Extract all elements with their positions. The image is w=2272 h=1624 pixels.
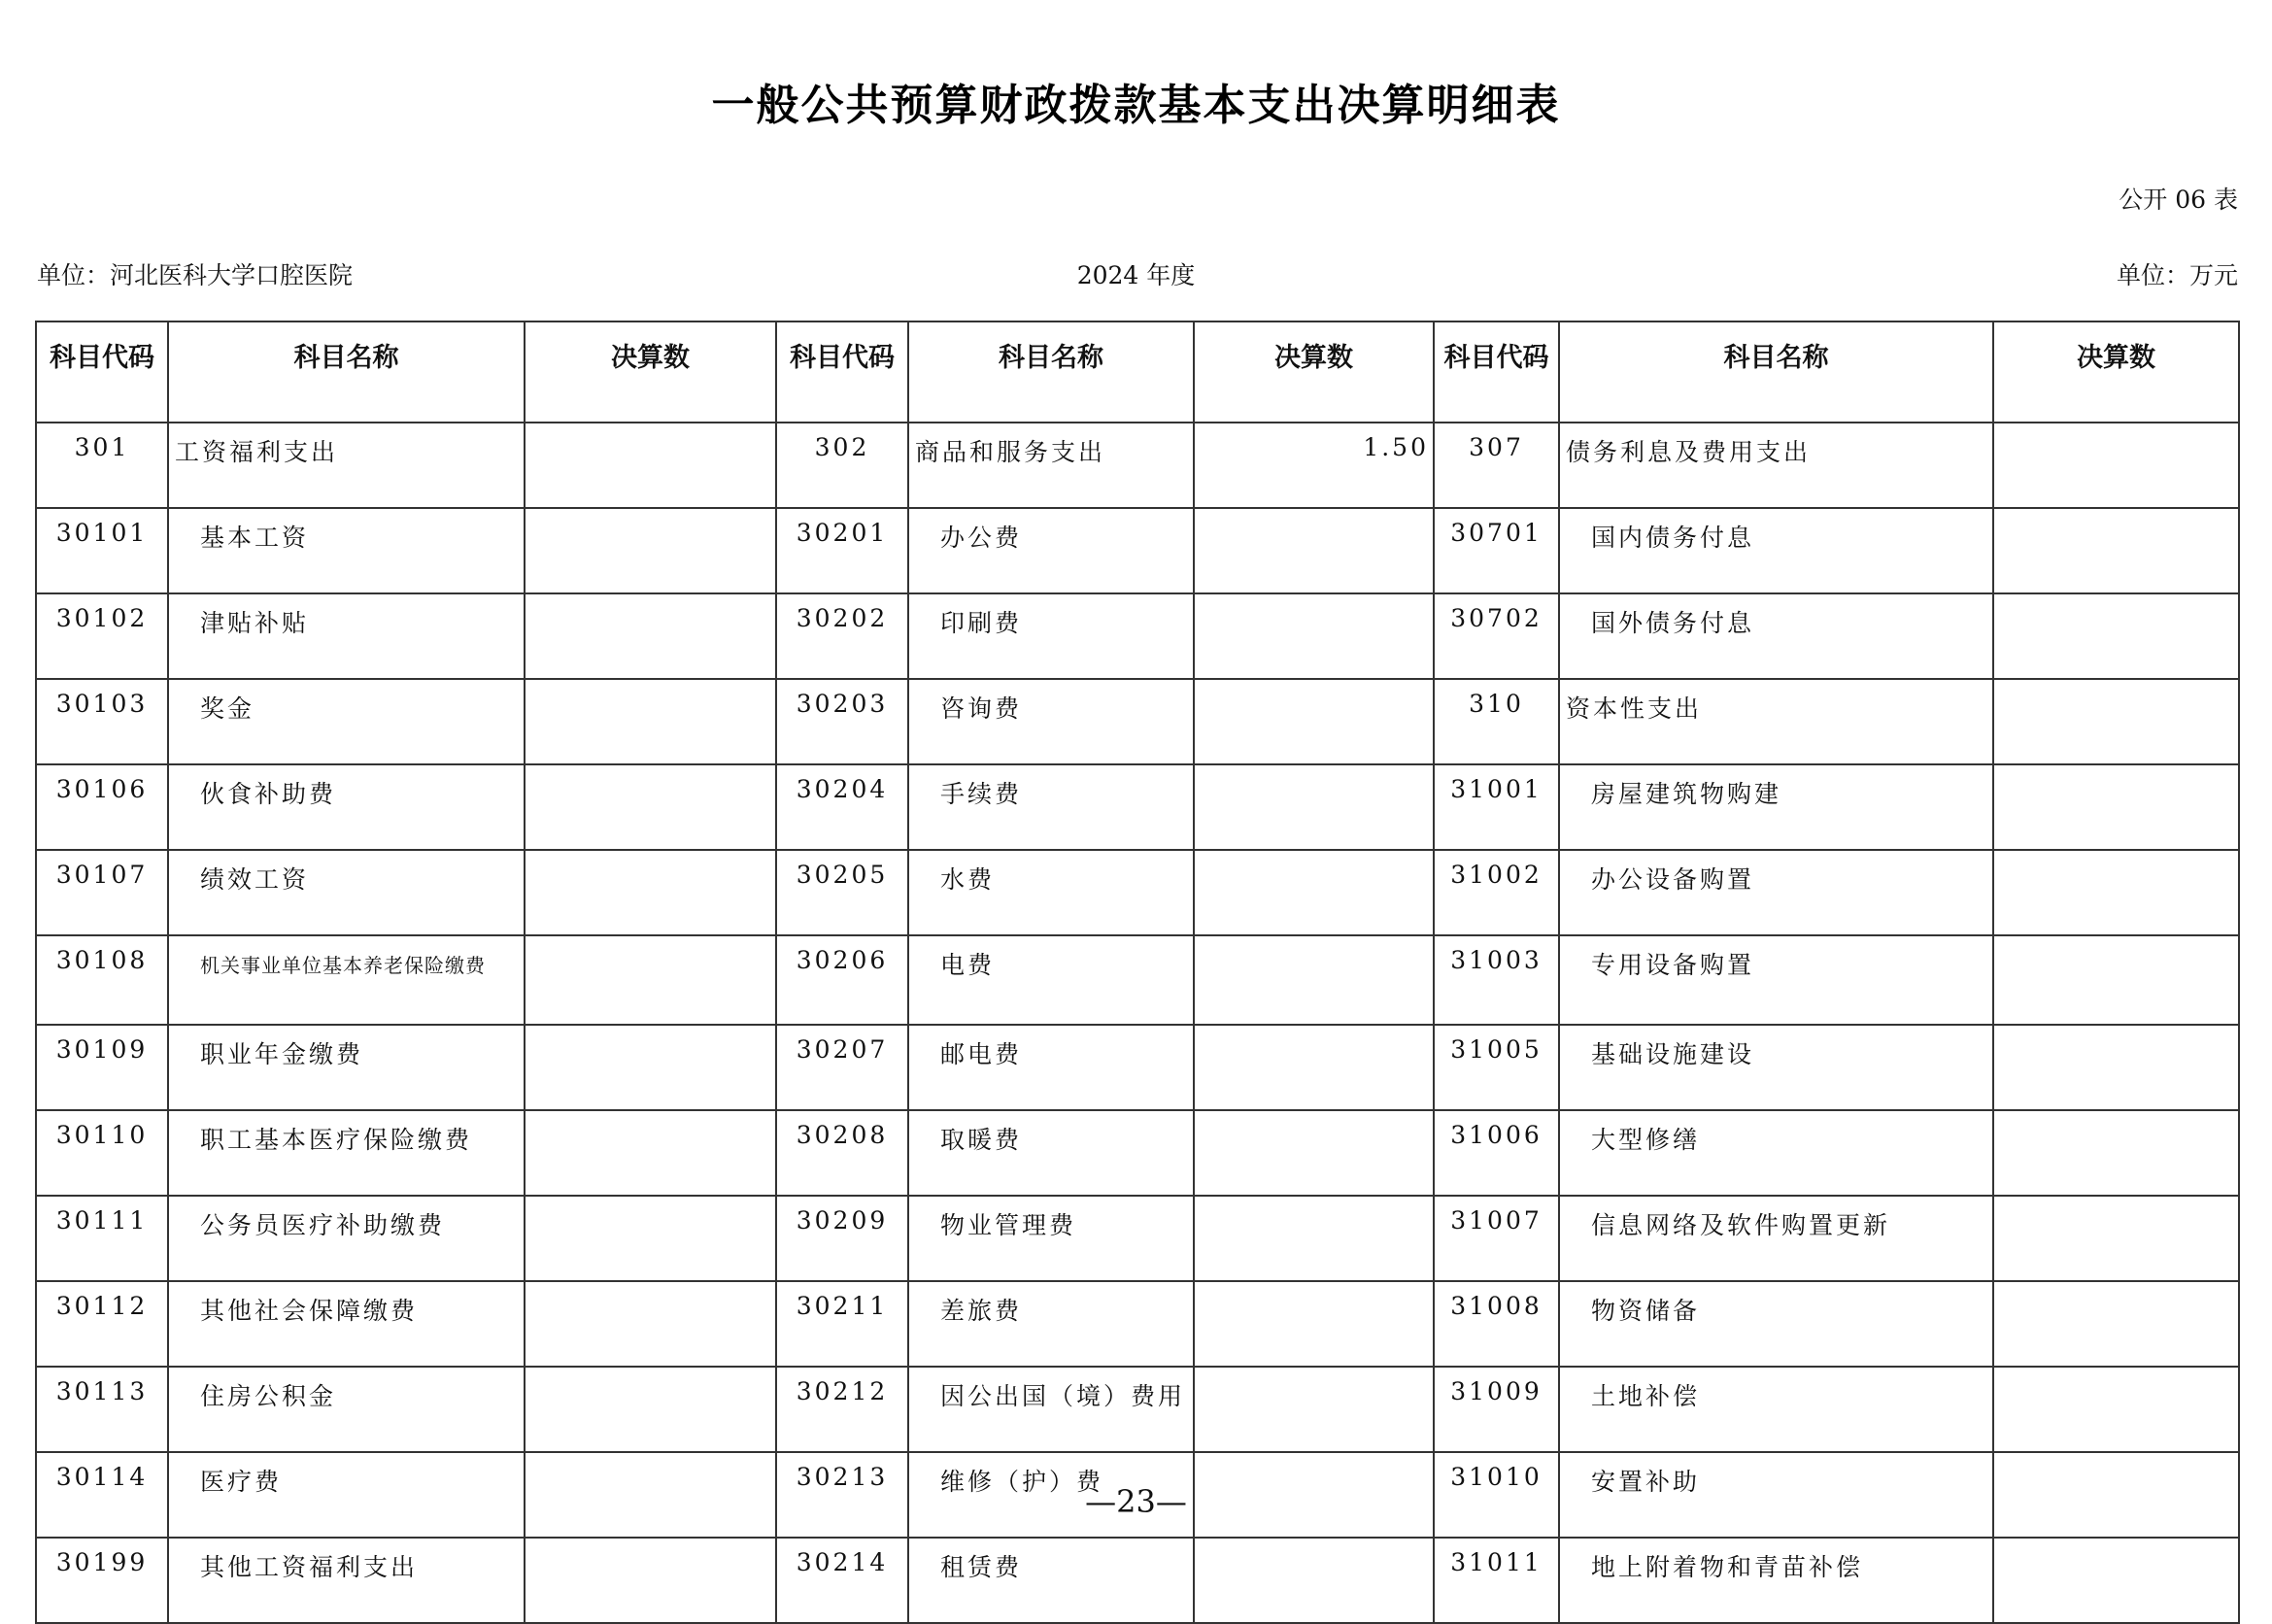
subject-name: 房屋建筑物购建 (1559, 764, 1993, 850)
expenditure-table (35, 321, 2240, 1624)
subject-code: 30112 (36, 1281, 168, 1367)
subject-code: 30204 (776, 764, 908, 850)
subject-name: 债务利息及费用支出 (1559, 423, 1993, 508)
subject-name: 咨询费 (908, 679, 1194, 764)
table-row (36, 1110, 2239, 1196)
final-amount (1194, 1025, 1434, 1110)
final-amount (525, 1025, 776, 1110)
subject-name: 职业年金缴费 (168, 1025, 525, 1110)
subject-name: 印刷费 (908, 593, 1194, 679)
subject-code: 30205 (776, 850, 908, 935)
subject-code: 31003 (1434, 935, 1559, 1025)
subject-code: 30202 (776, 593, 908, 679)
header-amount-1: 决算数 (525, 321, 776, 423)
header-name-1: 科目名称 (168, 321, 525, 423)
subject-code: 30211 (776, 1281, 908, 1367)
table-row (36, 1196, 2239, 1281)
final-amount (1194, 679, 1434, 764)
final-amount (525, 423, 776, 508)
page-number: —23— (1085, 1483, 1187, 1520)
final-amount (1993, 679, 2239, 764)
subject-name: 土地补偿 (1559, 1367, 1993, 1452)
subject-code: 30113 (36, 1367, 168, 1452)
subject-name: 基础设施建设 (1559, 1025, 1993, 1110)
final-amount (1993, 423, 2239, 508)
final-amount (525, 1196, 776, 1281)
subject-code: 30208 (776, 1110, 908, 1196)
subject-name: 差旅费 (908, 1281, 1194, 1367)
subject-name: 地上附着物和青苗补偿 (1559, 1538, 1993, 1623)
subject-code: 30201 (776, 508, 908, 593)
subject-code: 31007 (1434, 1196, 1559, 1281)
subject-code: 30701 (1434, 508, 1559, 593)
table-row (36, 1281, 2239, 1367)
subject-code: 30110 (36, 1110, 168, 1196)
subject-name: 机关事业单位基本养老保险缴费 (168, 935, 525, 1025)
table-row (36, 850, 2239, 935)
subject-code: 30209 (776, 1196, 908, 1281)
subject-code: 31002 (1434, 850, 1559, 935)
header-code-2: 科目代码 (776, 321, 908, 423)
final-amount (1194, 1281, 1434, 1367)
subject-code: 30107 (36, 850, 168, 935)
subject-code: 30109 (36, 1025, 168, 1110)
subject-name: 办公设备购置 (1559, 850, 1993, 935)
subject-name: 水费 (908, 850, 1194, 935)
final-amount (525, 679, 776, 764)
subject-code: 30206 (776, 935, 908, 1025)
subject-name: 安置补助 (1559, 1452, 1993, 1538)
table-row (36, 679, 2239, 764)
reporting-unit: 单位：河北医科大学口腔医院 (37, 261, 354, 289)
table-row (36, 935, 2239, 1025)
final-amount (1194, 850, 1434, 935)
header-amount-2: 决算数 (1194, 321, 1434, 423)
subject-name: 职工基本医疗保险缴费 (168, 1110, 525, 1196)
final-amount (1194, 1110, 1434, 1196)
subject-name: 工资福利支出 (168, 423, 525, 508)
subject-code: 31001 (1434, 764, 1559, 850)
subject-name: 其他工资福利支出 (168, 1538, 525, 1623)
final-amount (1993, 593, 2239, 679)
final-amount (1993, 764, 2239, 850)
subject-code: 30103 (36, 679, 168, 764)
final-amount (1993, 1196, 2239, 1281)
table-row (36, 423, 2239, 508)
final-amount (1993, 1538, 2239, 1623)
subject-code: 30106 (36, 764, 168, 850)
subject-code: 30212 (776, 1367, 908, 1452)
header-code-3: 科目代码 (1434, 321, 1559, 423)
subject-name: 物资储备 (1559, 1281, 1993, 1367)
subject-code: 30108 (36, 935, 168, 1025)
final-amount (1993, 1025, 2239, 1110)
final-amount (1993, 1110, 2239, 1196)
subject-name: 信息网络及软件购置更新 (1559, 1196, 1993, 1281)
subject-name: 手续费 (908, 764, 1194, 850)
final-amount (525, 764, 776, 850)
subject-code: 30207 (776, 1025, 908, 1110)
final-amount (1993, 1281, 2239, 1367)
subject-code: 30702 (1434, 593, 1559, 679)
final-amount (525, 1110, 776, 1196)
subject-code: 30213 (776, 1452, 908, 1538)
header-amount-3: 决算数 (1993, 321, 2239, 423)
subject-name: 维修（护）费 (908, 1452, 1194, 1538)
header-name-3: 科目名称 (1559, 321, 1993, 423)
final-amount (525, 850, 776, 935)
fiscal-year: 2024 年度 (1076, 261, 1196, 289)
final-amount (1993, 1367, 2239, 1452)
subject-name: 奖金 (168, 679, 525, 764)
final-amount (1993, 850, 2239, 935)
final-amount (1194, 1538, 1434, 1623)
subject-code: 302 (776, 423, 908, 508)
subject-name: 伙食补助费 (168, 764, 525, 850)
final-amount (1993, 935, 2239, 1025)
subject-name: 其他社会保障缴费 (168, 1281, 525, 1367)
form-number: 公开 06 表 (2119, 186, 2238, 214)
subject-code: 31011 (1434, 1538, 1559, 1623)
final-amount (1194, 764, 1434, 850)
table-row (36, 1538, 2239, 1623)
page-title: 一般公共预算财政拨款基本支出决算明细表 (711, 81, 1561, 130)
final-amount (525, 1367, 776, 1452)
final-amount (1194, 1367, 1434, 1452)
subject-code: 307 (1434, 423, 1559, 508)
final-amount (525, 1281, 776, 1367)
table-header-row (36, 321, 2239, 423)
subject-code: 30102 (36, 593, 168, 679)
subject-code: 30199 (36, 1538, 168, 1623)
subject-name: 电费 (908, 935, 1194, 1025)
final-amount (1194, 593, 1434, 679)
final-amount (1194, 508, 1434, 593)
subject-code: 31010 (1434, 1452, 1559, 1538)
subject-name: 国内债务付息 (1559, 508, 1993, 593)
table-row (36, 508, 2239, 593)
subject-code: 31005 (1434, 1025, 1559, 1110)
subject-name: 专用设备购置 (1559, 935, 1993, 1025)
header-name-2: 科目名称 (908, 321, 1194, 423)
subject-code: 301 (36, 423, 168, 508)
subject-name: 资本性支出 (1559, 679, 1993, 764)
final-amount (525, 1538, 776, 1623)
table-row (36, 764, 2239, 850)
subject-name: 租赁费 (908, 1538, 1194, 1623)
subject-name: 津贴补贴 (168, 593, 525, 679)
subject-name: 大型修缮 (1559, 1110, 1993, 1196)
subject-name: 商品和服务支出 (908, 423, 1194, 508)
subject-name: 因公出国（境）费用 (908, 1367, 1194, 1452)
subject-name: 邮电费 (908, 1025, 1194, 1110)
subject-code: 30111 (36, 1196, 168, 1281)
subject-name: 办公费 (908, 508, 1194, 593)
subject-name: 物业管理费 (908, 1196, 1194, 1281)
subject-name: 住房公积金 (168, 1367, 525, 1452)
subject-code: 31008 (1434, 1281, 1559, 1367)
final-amount (525, 508, 776, 593)
subject-code: 31006 (1434, 1110, 1559, 1196)
subject-name: 国外债务付息 (1559, 593, 1993, 679)
subject-code: 30203 (776, 679, 908, 764)
final-amount (1194, 935, 1434, 1025)
table-row (36, 593, 2239, 679)
subject-name: 绩效工资 (168, 850, 525, 935)
table-row (36, 1367, 2239, 1452)
table-row (36, 1025, 2239, 1110)
subject-name: 基本工资 (168, 508, 525, 593)
subject-code: 30114 (36, 1452, 168, 1538)
final-amount: 1.50 (1194, 423, 1434, 508)
table-body (36, 423, 2239, 1623)
subject-code: 310 (1434, 679, 1559, 764)
currency-unit: 单位：万元 (2116, 261, 2238, 289)
final-amount (525, 593, 776, 679)
subject-name: 医疗费 (168, 1452, 525, 1538)
header-code-1: 科目代码 (36, 321, 168, 423)
subject-code: 30214 (776, 1538, 908, 1623)
final-amount (1993, 508, 2239, 593)
final-amount (525, 935, 776, 1025)
subject-code: 30101 (36, 508, 168, 593)
final-amount (1194, 1196, 1434, 1281)
subject-name: 公务员医疗补助缴费 (168, 1196, 525, 1281)
subject-code: 31009 (1434, 1367, 1559, 1452)
subject-name: 取暖费 (908, 1110, 1194, 1196)
